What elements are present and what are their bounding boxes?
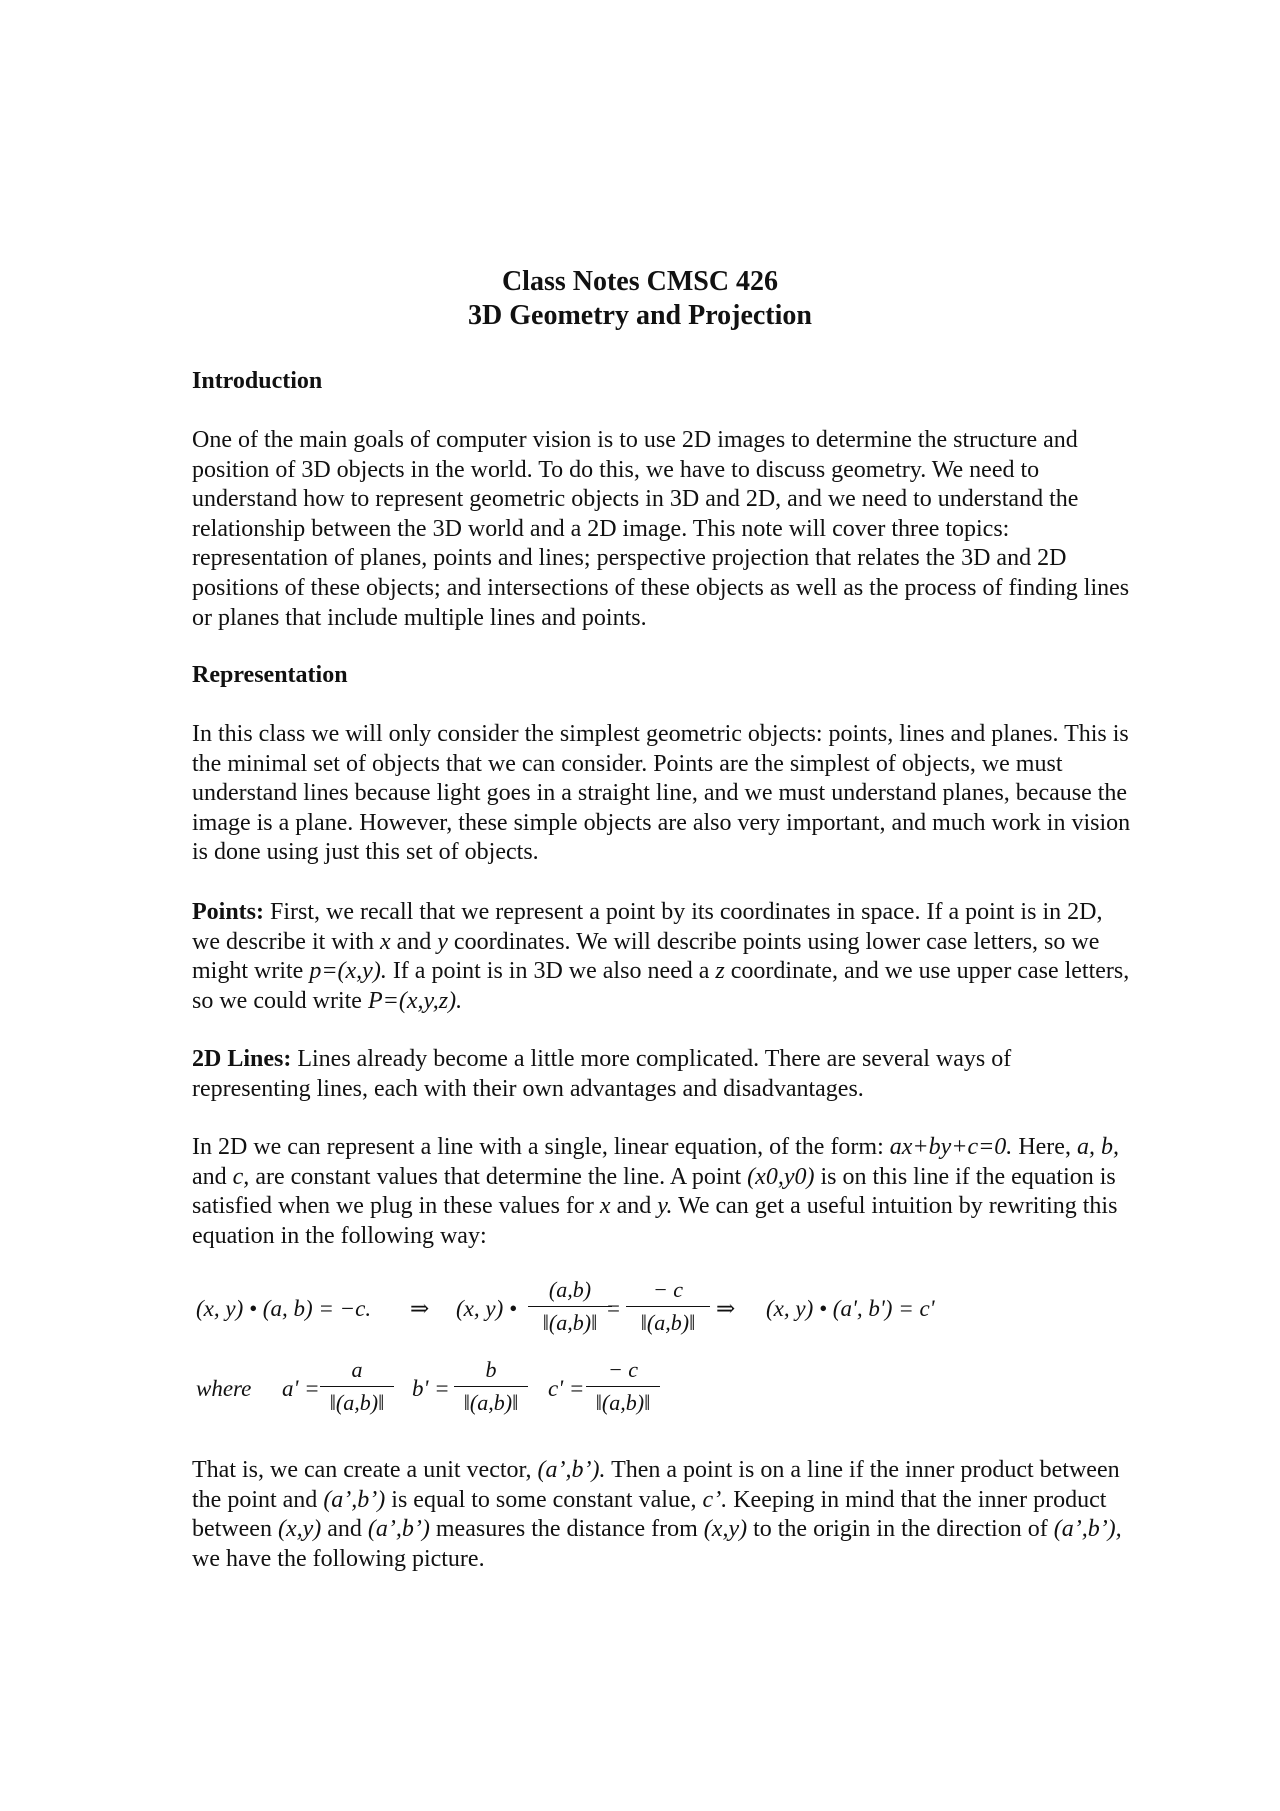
paragraph-unit-vector — [192, 1456, 1132, 1574]
equation-frac2 — [626, 1276, 710, 1337]
frac2-bar — [626, 1306, 710, 1307]
uv-t5: and — [321, 1516, 368, 1543]
frac2-denominator: ‖(a,b)‖ — [640, 1310, 696, 1335]
equation-arrow1: ⇒ — [410, 1296, 430, 1321]
uv-t1: That is, we can create a unit vector, — [192, 1457, 538, 1483]
points-t1: First, we recall that we represent a point by its coordinates in space. If a point is in 2D, we describe it with — [192, 899, 1103, 955]
equation-b-label: b' = — [412, 1376, 450, 1401]
equation-frac-a — [320, 1356, 394, 1417]
points-t4: If a point is in 3D we also need a — [386, 958, 716, 985]
equation-where: where — [196, 1376, 252, 1401]
equation-rhs: (x, y) • (a', b') = c' — [766, 1296, 935, 1321]
frac2-numerator: − c — [652, 1277, 684, 1302]
points-z: z — [715, 958, 725, 985]
frac-c-numerator: − c — [607, 1357, 639, 1382]
uv-t3: is equal to some constant value, — [385, 1486, 703, 1513]
lines2d-label: 2D Lines: — [192, 1046, 292, 1072]
equation-arrow2: ⇒ — [716, 1296, 736, 1321]
paragraph-2d-lines — [192, 1045, 1132, 1104]
uv-t2: Then a point is on a line if the inner product between the point and — [192, 1457, 1120, 1513]
uv-t8: we have the following picture. — [192, 1545, 485, 1572]
lines-eq-y: y. — [657, 1193, 673, 1220]
equation-a-label: a' = — [282, 1376, 320, 1401]
lines-eq-t5: is on this line if the equation is satisfied when we plug in these values for — [192, 1163, 1116, 1220]
uv-v2: (a’,b’) — [323, 1486, 386, 1513]
frac-a-numerator: a — [351, 1357, 363, 1382]
points-t2: and — [390, 928, 438, 955]
paragraph-introduction: One of the main goals of computer vision is to use 2D images to determine the structure and position of 3D objects in the world. To do this, we have to discuss geometry. We need to understand how to represent geometric objects in 3D and 2D, and we need to understand the relationship between the 3D world and a 2D image. This note will cover three topics: representation of planes, points and lines; perspective projection that relates the 3D and 2D positions of these objects; and intersections of these objects as well as the process of finding lines or planes that include multiple lines and points. — [192, 427, 1130, 631]
frac-b-denominator: ‖(a,b)‖ — [463, 1390, 519, 1415]
equation-lhs2: (x, y) • — [456, 1296, 518, 1321]
frac1-denominator: ‖(a,b)‖ — [542, 1310, 598, 1335]
points-label: Points: — [192, 899, 264, 925]
points-P-expr: P=(x,y,z). — [367, 987, 463, 1014]
frac-a-denominator: ‖(a,b)‖ — [329, 1390, 385, 1415]
points-y: y — [437, 928, 448, 955]
frac-c-denominator: ‖(a,b)‖ — [595, 1390, 651, 1415]
lines-eq-x: x — [599, 1193, 611, 1220]
equation-frac-b — [454, 1356, 528, 1417]
points-x: x — [379, 928, 391, 955]
equation-frac-c — [586, 1356, 660, 1417]
lines-eq-t3: and — [192, 1163, 233, 1190]
equation-c-label: c' = — [548, 1376, 585, 1401]
frac-a-bar — [320, 1386, 394, 1387]
uv-xy2: (x,y) — [703, 1516, 748, 1543]
doc-title-line1: Class Notes CMSC 426 — [501, 266, 779, 297]
equation-lhs1: (x, y) • (a, b) = −c. — [196, 1296, 372, 1321]
heading-introduction: Introduction — [192, 368, 323, 394]
uv-v3: (a’,b’) — [367, 1516, 430, 1543]
points-p-expr: p=(x,y). — [309, 958, 387, 985]
paragraph-line-equation — [192, 1133, 1132, 1251]
uv-t7: to the origin in the direction of — [747, 1516, 1054, 1543]
points-t5: coordinate, and we use upper case letters, so we could write — [192, 958, 1130, 1014]
uv-t4: Keeping in mind that the inner product between — [192, 1486, 1107, 1543]
heading-representation: Representation — [192, 662, 348, 688]
equation-frac1 — [528, 1276, 612, 1337]
lines-eq-point: (x0,y0) — [747, 1163, 815, 1190]
uv-v4: (a’,b’), — [1053, 1516, 1122, 1543]
lines2d-text: Lines already become a little more complicated. There are several ways of representing lines, each with their own advantages and disadvantages. — [192, 1046, 1012, 1102]
paragraph-representation: In this class we will only consider the simplest geometric objects: points, lines and planes. This is the minimal set of objects that we can consider. Points are the simplest of objects, we must understand lines because light goes in a straight line, and we must understand planes, because the image is a plane. However, these simple objects are also very important, and much work in vision is done using just this set of objects. — [192, 721, 1131, 866]
doc-title-line2: 3D Geometry and Projection — [468, 300, 812, 331]
frac-b-bar — [454, 1386, 528, 1387]
frac1-numerator: (a,b) — [548, 1277, 592, 1302]
frac-c-bar — [586, 1386, 660, 1387]
lines-eq-t4: are constant values that determine the line. A point — [249, 1163, 748, 1190]
lines-eq-abc: a, b, — [1076, 1134, 1119, 1160]
uv-v1: (a’,b’). — [537, 1457, 606, 1483]
lines-eq-t6: and — [610, 1193, 658, 1220]
frac-b-numerator: b — [485, 1357, 497, 1382]
lines-eq-t1: In 2D we can represent a line with a single, linear equation, of the form: — [192, 1134, 890, 1160]
paragraph-points — [192, 898, 1132, 1016]
lines-eq-t7: We can get a useful intuition by rewriting this equation in the following way: — [192, 1193, 1118, 1249]
equation-equals: = — [607, 1296, 620, 1321]
frac1-bar — [528, 1306, 612, 1307]
uv-xy1: (x,y) — [277, 1516, 322, 1543]
uv-c: c’. — [702, 1486, 728, 1513]
points-t3: coordinates. We will describe points using lower case letters, so we might write — [192, 928, 1100, 985]
lines-eq-t2: Here, — [1012, 1134, 1077, 1160]
uv-t6: measures the distance from — [429, 1516, 704, 1543]
lines-eq-c: c, — [232, 1163, 250, 1190]
lines-eq-form: ax+by+c=0. — [889, 1134, 1013, 1160]
